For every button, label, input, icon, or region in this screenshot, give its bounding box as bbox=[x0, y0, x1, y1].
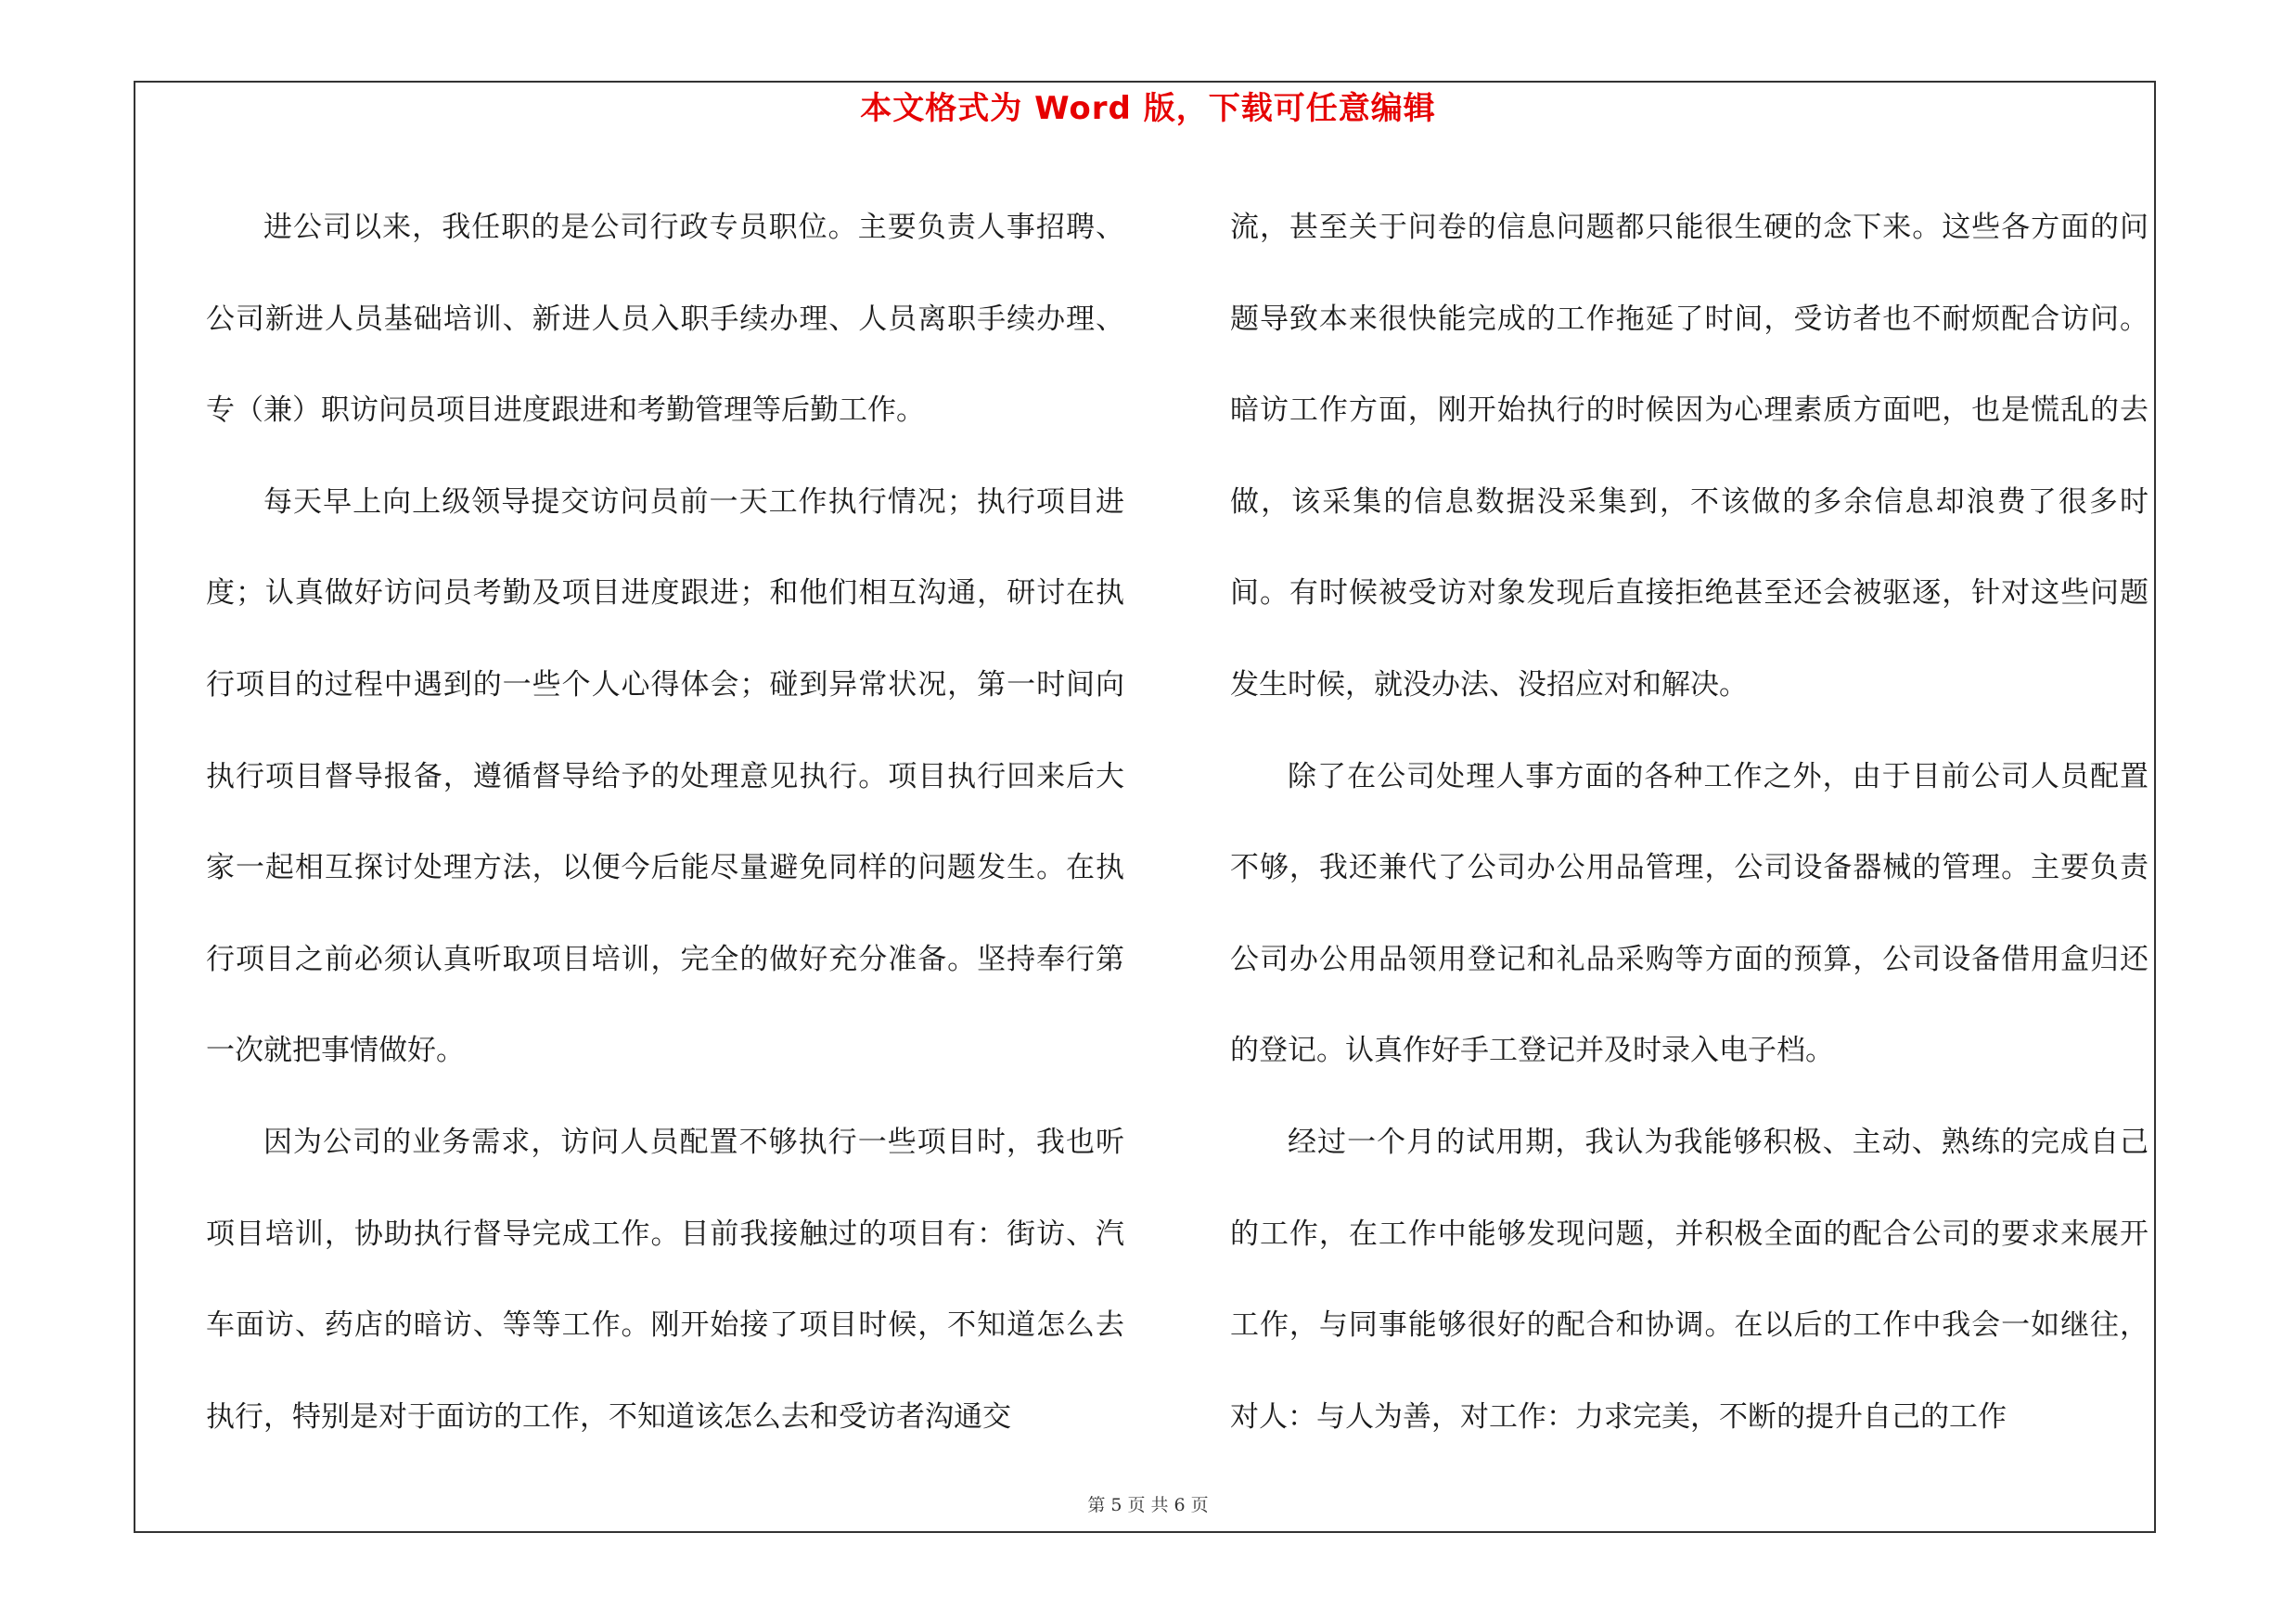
paragraph: 每天早上向上级领导提交访问员前一天工作执行情况；执行项目进度；认真做好访问员考勤及项目进度跟进；和他们相互沟通，研讨在执行项目的过程中遇到的一些个人心得体会；碰到异常状况，第一时间向执行项目督导报备，遵循督导给予的处理意见执行。项目执行回来后大家一起相互探讨处理方法，以便今后能尽量避免同样的问题发生。在执行项目之前必须认真听取项目培训，完全的做好充分准备。坚持奉行第一次就把事情做好。 bbox=[206, 484, 1124, 1068]
paragraph: 流，甚至关于问卷的信息问题都只能很生硬的念下来。这些各方面的问题导致本来很快能完成的工作拖延了时间，受访者也不耐烦配合访问。暗访工作方面，刚开始执行的时候因为心理素质方面吧，也是慌乱的去做，该采集的信息数据没采集到，不该做的多余信息却浪费了很多时间。有时候被受访对象发现后直接拒绝甚至还会被驱逐，针对这些问题发生时候，就没办法、没招应对和解决。 bbox=[1230, 211, 2148, 702]
left-column bbox=[206, 182, 1124, 1462]
paragraph: 进公司以来，我任职的是公司行政专员职位。主要负责人事招聘、公司新进人员基础培训、新进人员入职手续办理、人员离职手续办理、专（兼）职访问员项目进度跟进和考勤管理等后勤工作。 bbox=[206, 211, 1124, 428]
format-banner: 本文格式为 Word 版，下载可任意编辑 bbox=[860, 90, 1436, 127]
paragraph: 除了在公司处理人事方面的各种工作之外，由于目前公司人员配置不够，我还兼代了公司办公用品管理，公司设备器械的管理。主要负责公司办公用品领用登记和礼品采购等方面的预算，公司设备借用盒归还的登记。认真作好手工登记并及时录入电子档。 bbox=[1230, 759, 2148, 1068]
page-number-footer: 第 5 页 共 6 页 bbox=[1087, 1495, 1209, 1515]
right-column bbox=[1230, 182, 2148, 1462]
paragraph: 因为公司的业务需求，访问人员配置不够执行一些项目时，我也听项目培训，协助执行督导完成工作。目前我接触过的项目有：街访、汽车面访、药店的暗访、等等工作。刚开始接了项目时候，不知道怎么去执行，特别是对于面访的工作，不知道该怎么去和受访者沟通交 bbox=[206, 1125, 1124, 1434]
paragraph: 经过一个月的试用期，我认为我能够积极、主动、熟练的完成自己的工作，在工作中能够发现问题，并积极全面的配合公司的要求来展开工作，与同事能够很好的配合和协调。在以后的工作中我会一如继往，对人：与人为善，对工作：力求完美，不断的提升自己的工作 bbox=[1230, 1125, 2148, 1434]
